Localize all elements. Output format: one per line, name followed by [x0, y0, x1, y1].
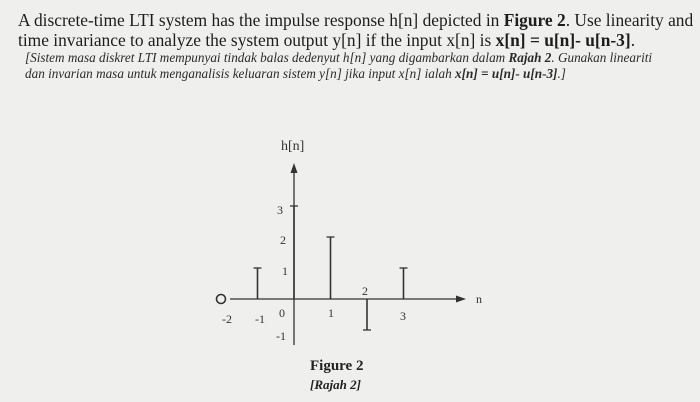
x-tick-0: 0: [279, 306, 285, 320]
y-tick-neg1: -1: [276, 329, 286, 343]
input-signal-expression-ms: x[n] = u[n]- u[n-3]: [455, 66, 558, 81]
input-signal-expression: x[n] = u[n]- u[n-3]: [495, 30, 631, 50]
question-en-text: A discrete-time LTI system has the impulse response h[n] depicted in: [18, 10, 504, 30]
question-en-text: .: [630, 30, 636, 50]
question-ms-text: .]: [557, 66, 566, 81]
figure-ref-ms: Rajah 2: [508, 50, 552, 65]
y-tick-2: 2: [280, 233, 286, 247]
figure-ref: Figure 2: [503, 10, 566, 30]
figure-caption: Figure 2: [310, 358, 364, 374]
question-ms-text: . Gunakan lineariti: [551, 50, 653, 65]
x-tick-3: 3: [400, 309, 406, 323]
question-ms-text: dan invarian masa untuk menganalisis keluaran sistem y[n] jika input x[n] ialah: [25, 66, 456, 81]
question-en-text: time invariance to analyze the system output y[n] if the input x[n] is: [18, 30, 496, 50]
question-en-text: . Use linearity and: [565, 10, 694, 30]
stem-label-2: 2: [362, 284, 368, 298]
y-axis-label: h[n]: [281, 139, 305, 154]
x-tick-1: 1: [328, 306, 334, 320]
stem-marker-n-2: [217, 295, 226, 304]
y-tick-1: 1: [282, 264, 288, 278]
figure-caption-malay: [Rajah 2]: [310, 377, 361, 392]
stem-marks: [217, 206, 408, 330]
y-tick-3: 3: [277, 203, 283, 217]
x-tick-neg1: -1: [255, 312, 265, 326]
x-tick-neg2: -2: [222, 312, 232, 326]
x-axis-arrow: [456, 296, 466, 303]
question-ms-text: [Sistem masa diskret LTI mempunyai tindak balas dedenyut h[n] yang digambarkan dalam: [25, 50, 509, 65]
x-axis-label: n: [476, 292, 482, 306]
y-axis-arrow: [291, 163, 298, 173]
